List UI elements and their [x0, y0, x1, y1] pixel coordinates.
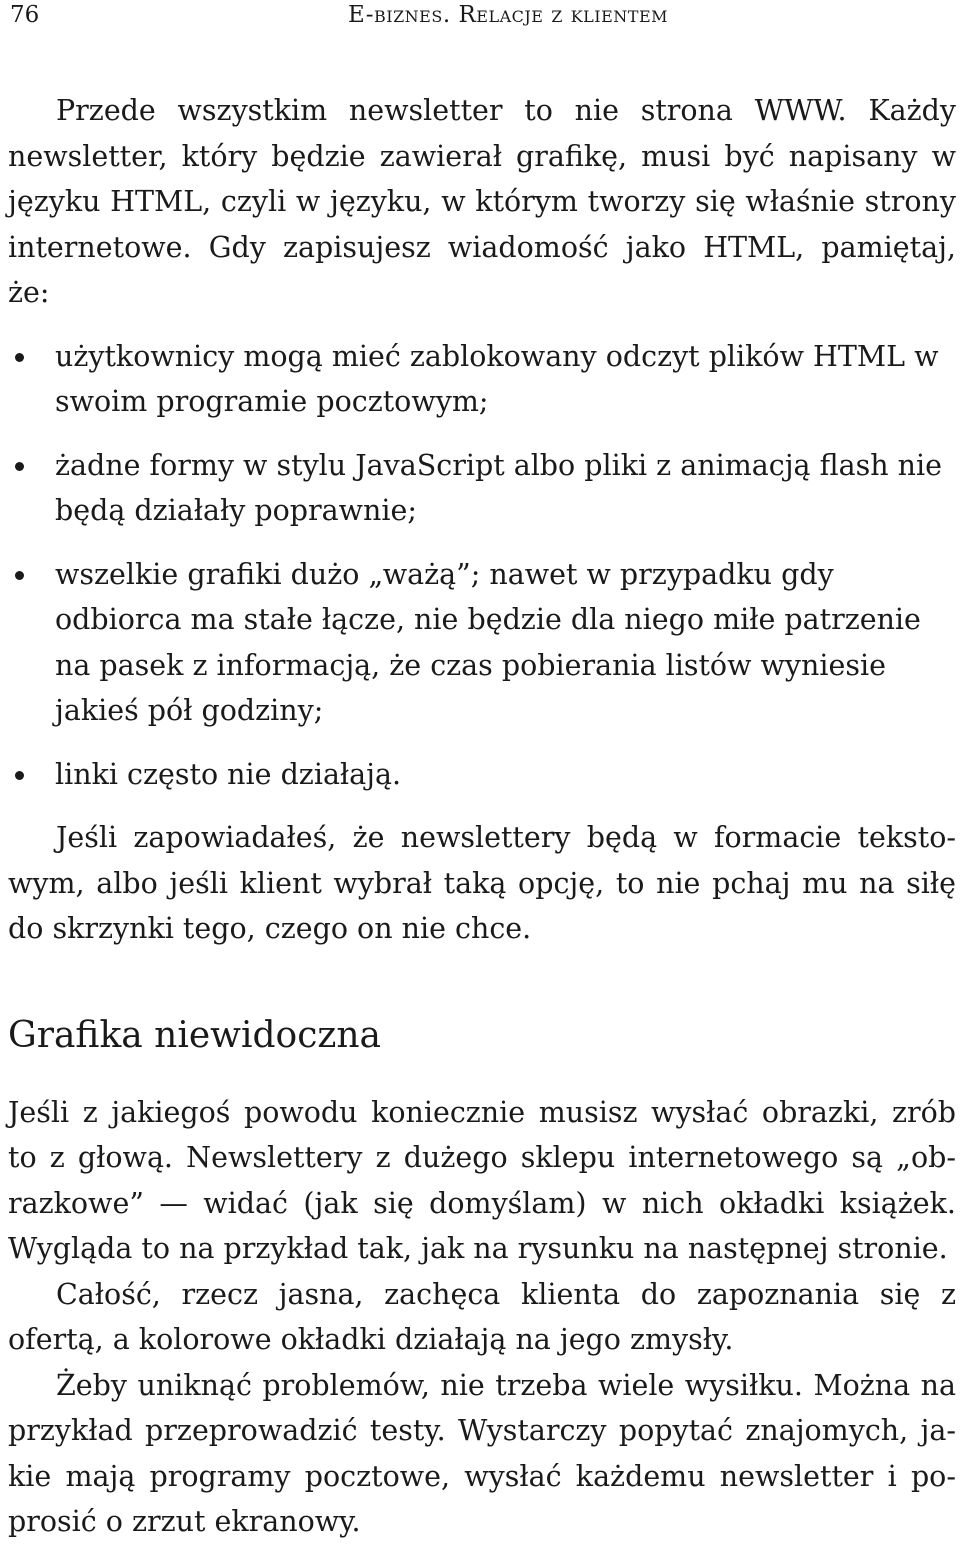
- after-bullets-paragraph: Jeśli zapowiadałeś, że newslettery będą w formacie tekstowym, albo jeśli klient wybrał taką opcję, to nie pchaj mu na siłę do skrzynki tego, czego on nie chce.: [8, 821, 956, 945]
- bullet-list: [8, 334, 956, 798]
- page-body: [8, 88, 956, 1545]
- section-heading: Grafika niewidoczna: [8, 1014, 381, 1056]
- list-item: [8, 334, 956, 425]
- bullet-icon: [15, 462, 24, 471]
- intro-paragraph: Przede wszystkim newsletter to nie strona WWW. Każdy newsletter, który będzie zawierał grafikę, musi być napisany w języku HTML, czyli w języku, w którym tworzy się właśnie strony internetowe. Gdy zapisujesz wiadomość jako HTML, pamiętaj, że:: [8, 94, 956, 309]
- list-item-text: linki często nie działają.: [55, 757, 402, 791]
- bullet-icon: [15, 571, 24, 580]
- list-item-text: użytkownicy mogą mieć zablokowany odczyt plików HTML w swoim programie pocztowym;: [55, 339, 939, 418]
- list-item: [8, 552, 956, 734]
- page-number: 76: [10, 2, 40, 28]
- bullet-icon: [15, 771, 24, 780]
- section-paragraph: Całość, rzecz jasna, zachęca klienta do zapoznania się z ofertą, a kolorowe okładki działają na jego zmysły.: [8, 1277, 956, 1356]
- list-item: [8, 752, 956, 798]
- list-item: [8, 443, 956, 534]
- bullet-icon: [15, 353, 24, 362]
- section-paragraph: Jeśli z jakiegoś powodu koniecznie musisz wysłać obrazki, zrób to z głową. Newslettery z dużego sklepu internetowego są „obrazkowe” — widać (jak się domyślam) w nich okładki książek. Wygląda to na przykład tak, jak na rysunku na następnej stronie.: [8, 1095, 956, 1265]
- page-header: [10, 2, 950, 32]
- section-paragraph: Żeby uniknąć problemów, nie trzeba wiele wysiłku. Można na przykład przeprowadzić testy. Wystarczy popytać znajomych, jakie mają programy pocztowe, wysłać każdemu newsletter i poprosić o zrzut ekranowy.: [8, 1368, 956, 1538]
- list-item-text: żadne formy w stylu JavaScript albo pliki z animacją flash nie będą działały poprawnie;: [55, 448, 942, 527]
- running-head: E-biznes. Relacje z klientem: [348, 2, 669, 28]
- list-item-text: wszelkie grafiki dużo „ważą”; nawet w przypadku gdy odbiorca ma stałe łącze, nie będzie dla niego miłe patrzenie na pasek z informacją, że czas pobierania listów wyniesie jakieś pół godziny;: [55, 557, 921, 727]
